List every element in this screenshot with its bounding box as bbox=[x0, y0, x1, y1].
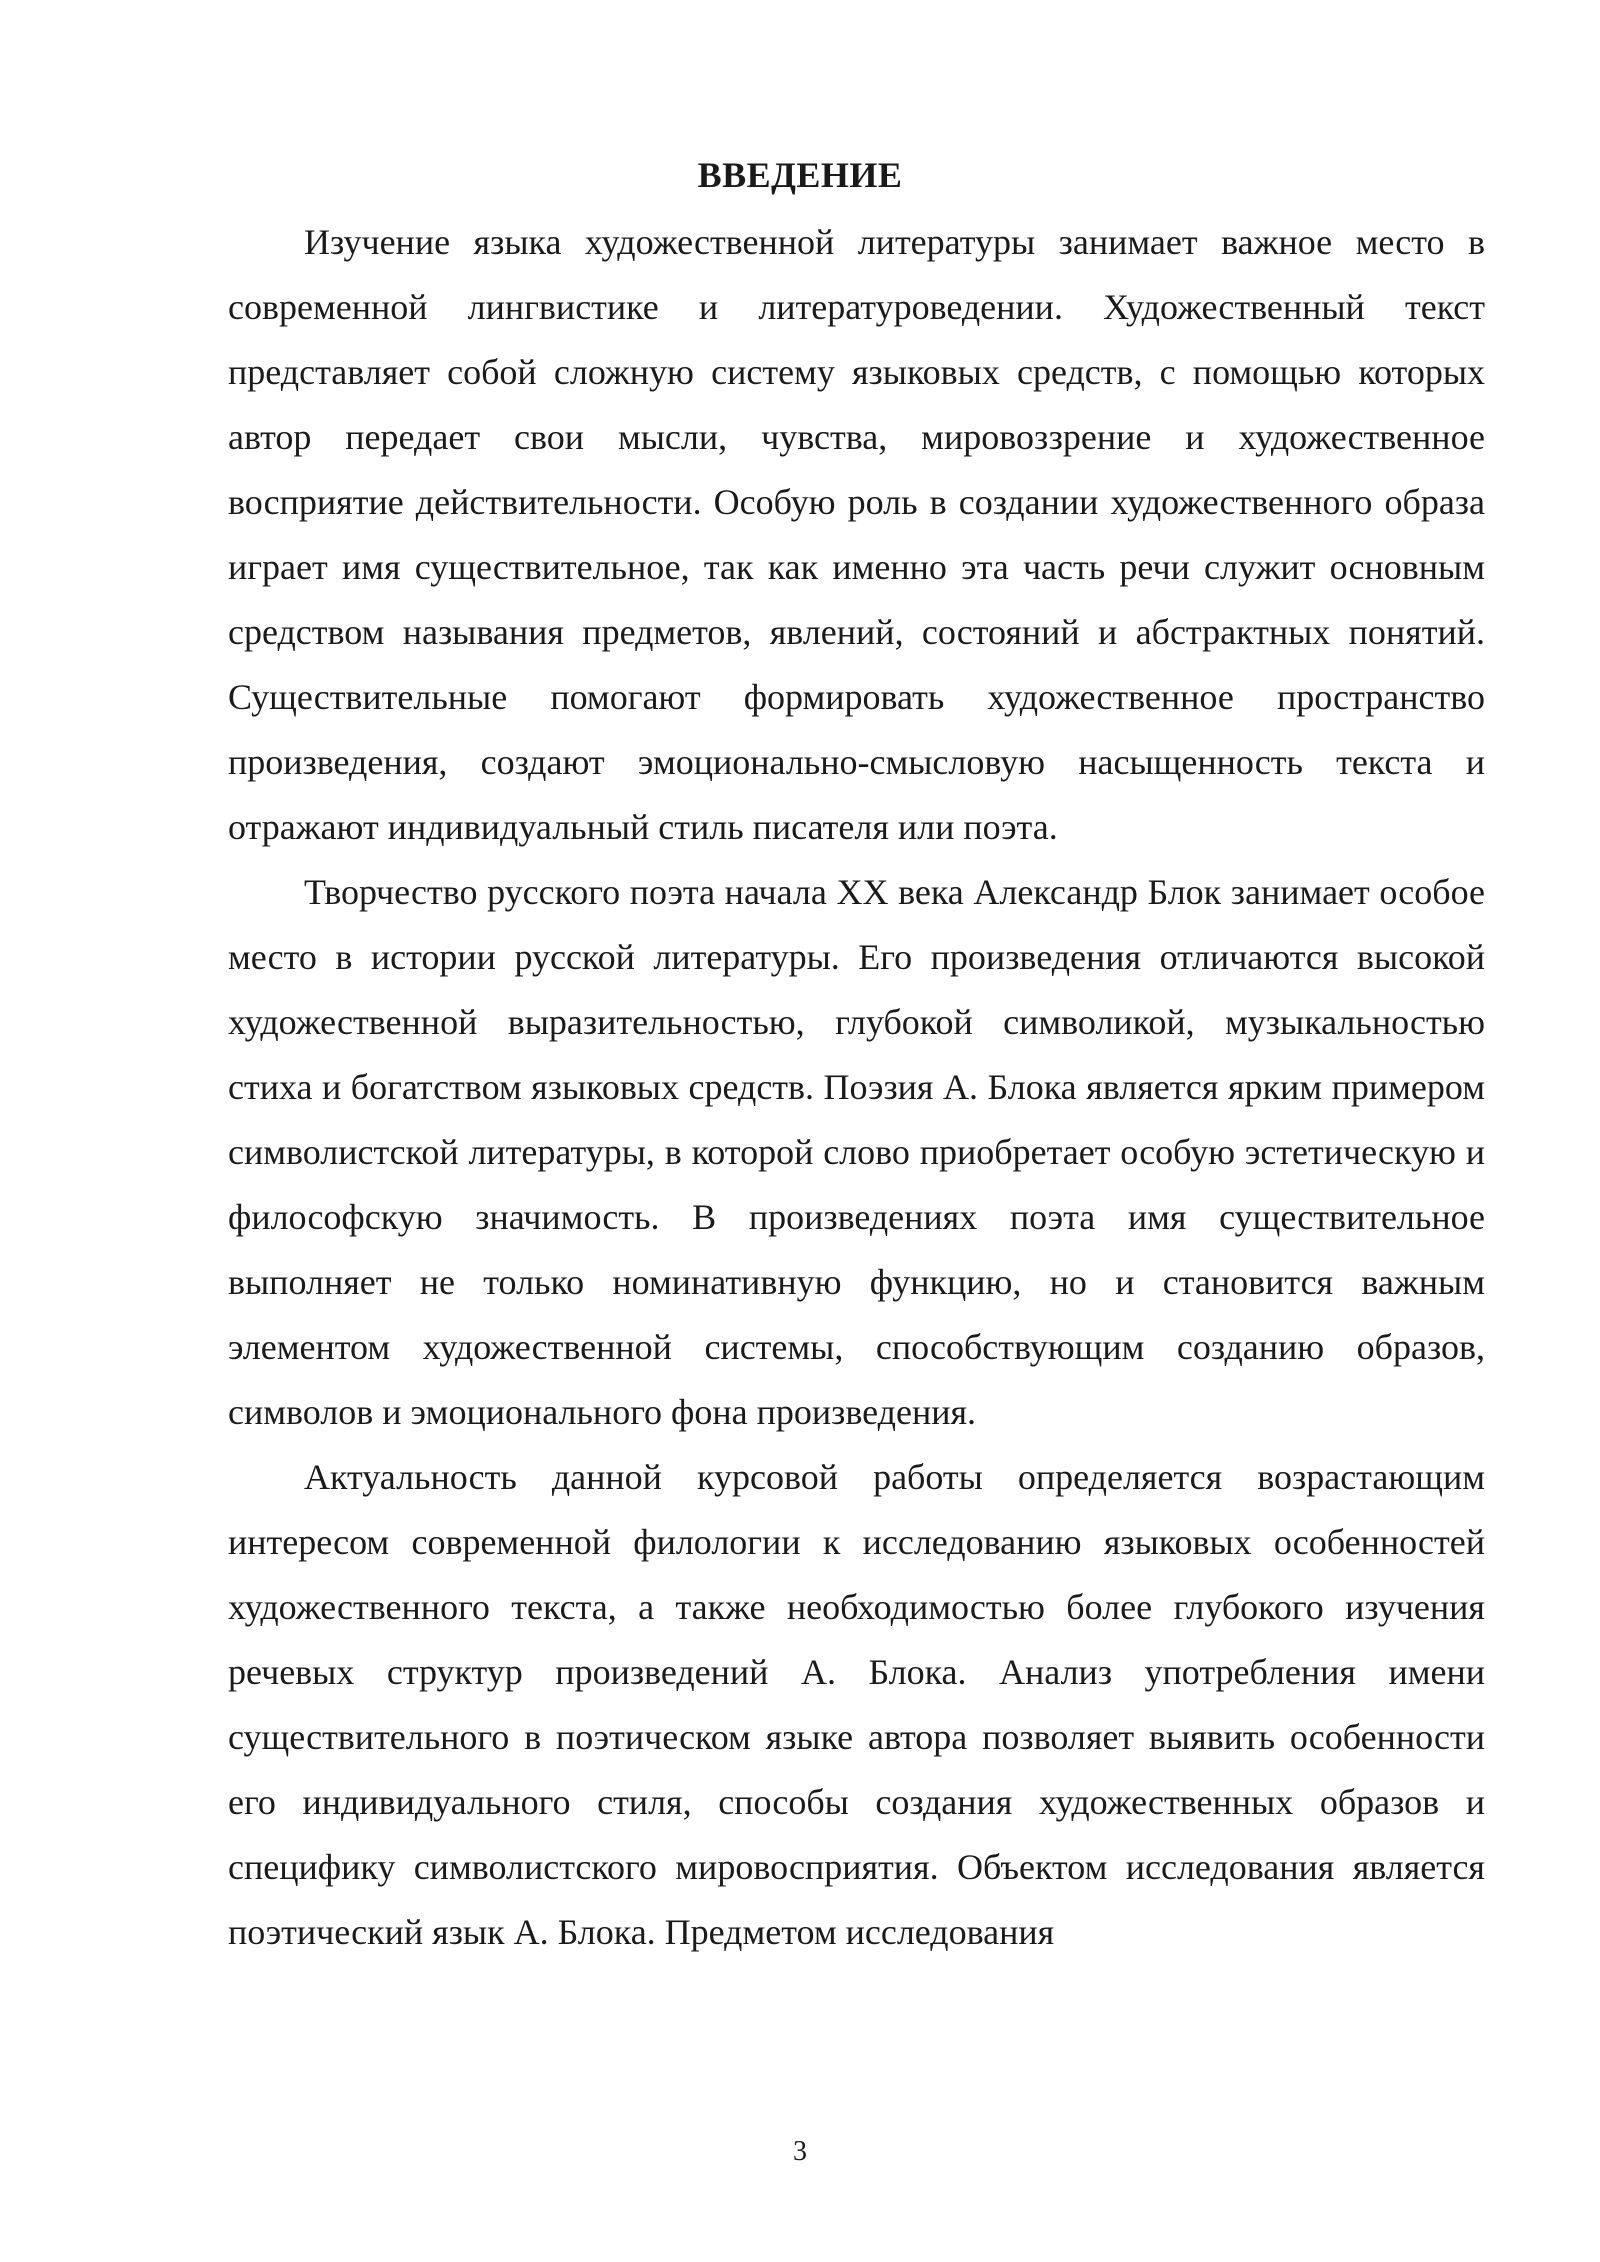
page-number: 3 bbox=[793, 2136, 807, 2167]
page-title: ВВЕДЕНИЕ bbox=[697, 155, 903, 195]
paragraph-3: Актуальность данной курсовой работы определяется возрастающим интересом современной филологии к исследованию языковых особенностей художественного текста, а также необходимостью более глубокого изучения речевых структур произведений А. Блока. Анализ употребления имени существительного в поэтическом языке автора позволяет выявить особенности его индивидуального стиля, способы создания художественных образов и специфику символистского мировосприятия. Объектом исследования является поэтический язык А. Блока. Предметом исследования bbox=[228, 1457, 1485, 1952]
paragraph-1: Изучение языка художественной литературы занимает важное место в современной лингвистике и литературоведении. Художественный текст представляет собой сложную систему языковых средств, с помощью которых автор передает свои мысли, чувства, мировоззрение и художественное восприятие действительности. Особую роль в создании художественного образа играет имя существительное, так как именно эта часть речи служит основным средством называния предметов, явлений, состояний и абстрактных понятий. Существительные помогают формировать художественное пространство произведения, создают эмоционально-смысловую насыщенность текста и отражают индивидуальный стиль писателя или поэта. bbox=[228, 222, 1485, 847]
body-text bbox=[228, 210, 1485, 1965]
paragraph-2: Творчество русского поэта начала XX века Александр Блок занимает особое место в истории русской литературы. Его произведения отличаются высокой художественной выразительностью, глубокой символикой, музыкальностью стиха и богатством языковых средств. Поэзия А. Блока является ярким примером символистской литературы, в которой слово приобретает особую эстетическую и философскую значимость. В произведениях поэта имя существительное выполняет не только номинативную функцию, но и становится важным элементом художественной системы, способствующим созданию образов, символов и эмоционального фона произведения. bbox=[228, 872, 1485, 1432]
